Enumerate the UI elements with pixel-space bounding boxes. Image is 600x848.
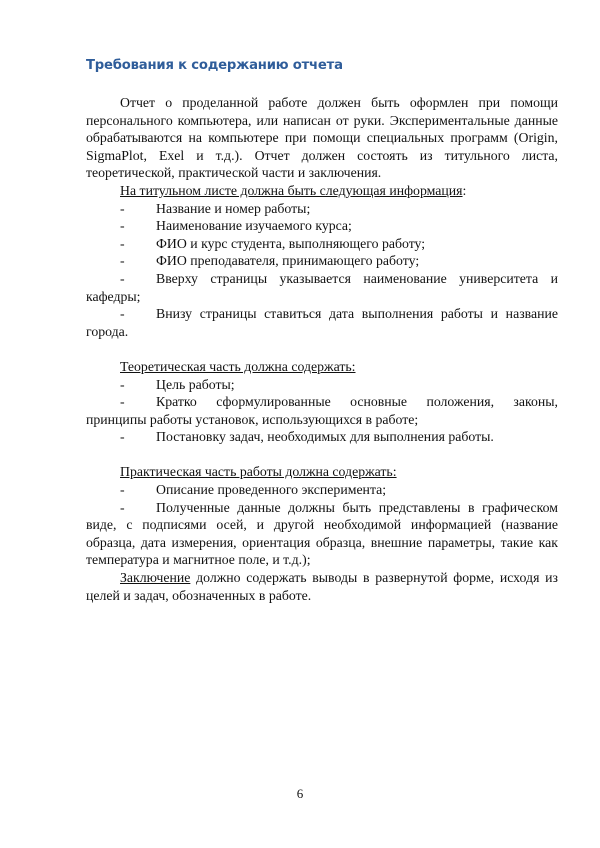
list-item (86, 305, 558, 340)
conclusion-text: должно содержать выводы в развернутой форме, исходя из целей и задач, обозначенных в работе. (86, 570, 558, 603)
list-item (86, 217, 558, 235)
list-item-text: Постановку задач, необходимых для выполнения работы. (156, 429, 494, 445)
list-item (86, 270, 558, 305)
bullet-dash: - (120, 235, 125, 251)
bullet-dash: - (120, 376, 125, 392)
theory-label-text: Теоретическая часть должна содержать: (120, 358, 356, 374)
title-page-label-text: На титульном листе должна быть следующая информация (120, 182, 463, 198)
list-item-text: Цель работы; (156, 376, 235, 392)
list-item-text: Название и номер работы; (156, 200, 311, 216)
title-page-label (86, 182, 558, 200)
list-item (86, 376, 558, 394)
intro-paragraph: Отчет о проделанной работе должен быть оформлен при помощи персонального компьютера, или написан от руки. Экспериментальные данные обрабатываются на компьютере при помощи специальных программ (Origin, SigmaPlot, Exel и т.д.). Отчет должен состоять из титульного листа, теоретической, практической части и заключения. (86, 95, 558, 181)
list-item (86, 200, 558, 218)
bullet-dash: - (120, 270, 125, 286)
list-item-text: Наименование изучаемого курса; (156, 218, 352, 234)
list-item-text: Внизу страницы ставиться дата выполнения работы и название города. (86, 306, 558, 339)
bullet-dash: - (120, 253, 125, 269)
bullet-dash: - (120, 482, 125, 498)
practice-label-text: Практическая часть работы должна содержать: (120, 464, 397, 480)
practice-label (86, 463, 558, 481)
title-page-label-suffix: : (462, 182, 467, 198)
conclusion-paragraph (86, 569, 558, 604)
list-item (86, 428, 558, 446)
bullet-dash: - (120, 306, 125, 322)
paragraph-gap (86, 340, 558, 358)
paragraph-gap (86, 446, 558, 464)
list-item (86, 481, 558, 499)
bullet-dash: - (120, 200, 125, 216)
list-item-text: Вверху страницы указывается наименование университета и кафедры; (86, 270, 558, 304)
list-item-text: Описание проведенного эксперимента; (156, 482, 387, 498)
list-item-text: ФИО преподавателя, принимающего работу; (156, 253, 420, 269)
theory-label (86, 358, 558, 376)
list-item-text: Кратко сформулированные основные положения, законы, принципы работы установок, использующихся в работе; (86, 394, 558, 427)
section-heading: Требования к содержанию отчета (86, 58, 343, 73)
list-item (86, 252, 558, 270)
bullet-dash: - (120, 394, 125, 410)
list-item-text: ФИО и курс студента, выполняющего работу; (156, 235, 426, 251)
bullet-dash: - (120, 499, 125, 515)
list-item (86, 235, 558, 253)
list-item (86, 393, 558, 428)
bullet-dash: - (120, 429, 125, 445)
conclusion-label: Заключение (120, 570, 191, 586)
document-body (86, 94, 558, 604)
list-item-text: Полученные данные должны быть представлены в графическом виде, с подписями осей, и другой необходимой информацией (название образца, дата измерения, ориентация образца, внешние параметры, такие как температура и магнитное поле, и т.д.); (86, 499, 558, 568)
list-item (86, 499, 558, 569)
bullet-dash: - (120, 218, 125, 234)
page-number: 6 (296, 786, 304, 801)
